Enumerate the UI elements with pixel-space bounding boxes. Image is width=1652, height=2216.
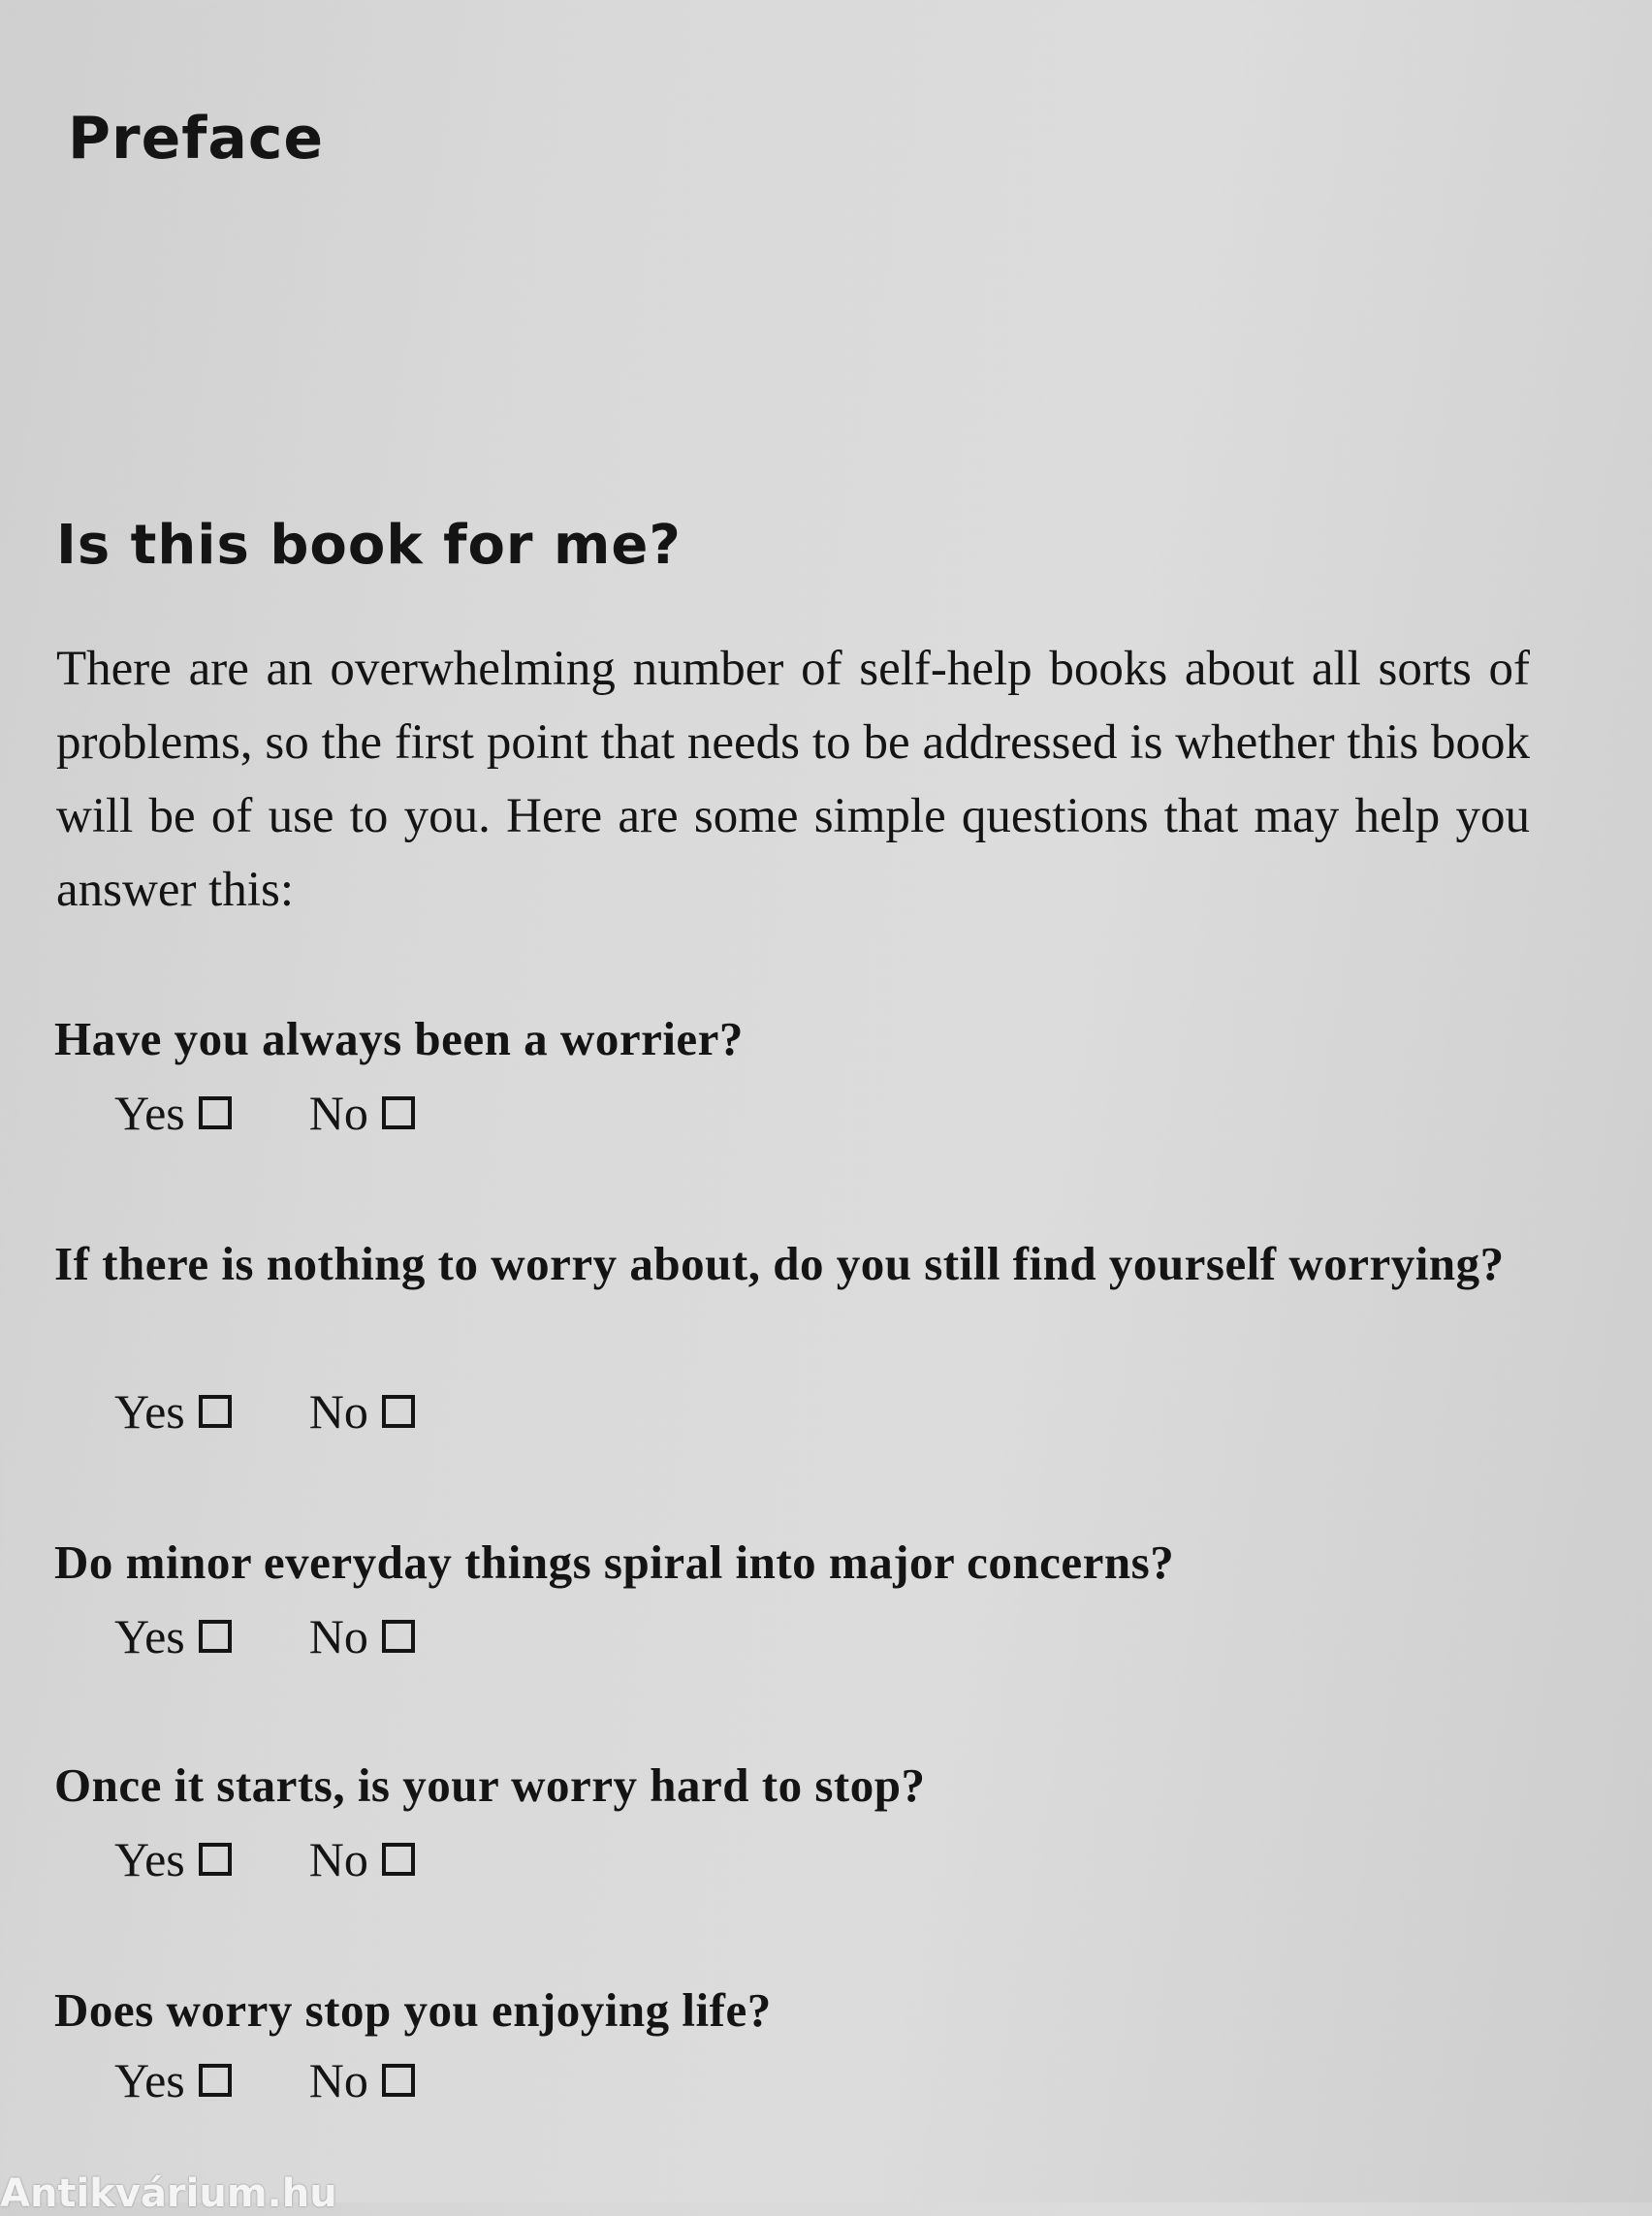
question-3: Do minor everyday things spiral into major concerns? bbox=[54, 1535, 1175, 1589]
no-label: No bbox=[308, 1832, 368, 1886]
yes-label: Yes bbox=[114, 1384, 185, 1439]
no-checkbox[interactable] bbox=[382, 1620, 415, 1653]
yes-checkbox[interactable] bbox=[199, 1096, 232, 1129]
answer-row-5 bbox=[114, 2051, 415, 2109]
section-heading: Is this book for me? bbox=[56, 514, 682, 577]
yes-label: Yes bbox=[114, 1086, 185, 1140]
no-checkbox[interactable] bbox=[382, 1395, 415, 1428]
yes-checkbox[interactable] bbox=[199, 1843, 232, 1876]
yes-checkbox[interactable] bbox=[199, 1620, 232, 1653]
option-no bbox=[309, 1830, 415, 1888]
answer-row-3 bbox=[114, 1607, 415, 1665]
no-label: No bbox=[308, 1384, 368, 1439]
option-no bbox=[309, 2051, 415, 2109]
no-checkbox[interactable] bbox=[382, 2064, 415, 2097]
no-label: No bbox=[308, 1609, 368, 1663]
no-checkbox[interactable] bbox=[382, 1096, 415, 1129]
no-checkbox[interactable] bbox=[382, 1843, 415, 1876]
option-yes bbox=[114, 2051, 232, 2109]
watermark: Antikvárium.hu bbox=[0, 2171, 337, 2216]
option-yes bbox=[114, 1084, 232, 1142]
intro-paragraph: There are an overwhelming number of self-help books about all sorts of problems, so the first point that needs to be addressed is whether this book will be of use to you. Here are some simple questions that may help you answer this: bbox=[56, 642, 1530, 917]
question-4: Once it starts, is your worry hard to stop? bbox=[54, 1758, 926, 1812]
option-no bbox=[309, 1084, 415, 1142]
yes-label: Yes bbox=[114, 1609, 185, 1663]
option-yes bbox=[114, 1382, 232, 1440]
option-yes bbox=[114, 1607, 232, 1665]
question-1: Have you always been a worrier? bbox=[54, 1012, 744, 1065]
option-no bbox=[309, 1382, 415, 1440]
running-head: Preface bbox=[68, 105, 325, 173]
no-label: No bbox=[308, 2053, 368, 2107]
no-label: No bbox=[308, 1086, 368, 1140]
option-yes bbox=[114, 1830, 232, 1888]
question-5: Does worry stop you enjoying life? bbox=[54, 1983, 772, 2037]
question-2: If there is nothing to worry about, do you still find yourself worrying? bbox=[54, 1237, 1505, 1290]
yes-label: Yes bbox=[114, 1832, 185, 1886]
option-no bbox=[309, 1607, 415, 1665]
yes-label: Yes bbox=[114, 2053, 185, 2107]
answer-row-4 bbox=[114, 1830, 415, 1888]
yes-checkbox[interactable] bbox=[199, 1395, 232, 1428]
answer-row-2 bbox=[114, 1382, 415, 1440]
yes-checkbox[interactable] bbox=[199, 2064, 232, 2097]
answer-row-1 bbox=[114, 1084, 415, 1142]
